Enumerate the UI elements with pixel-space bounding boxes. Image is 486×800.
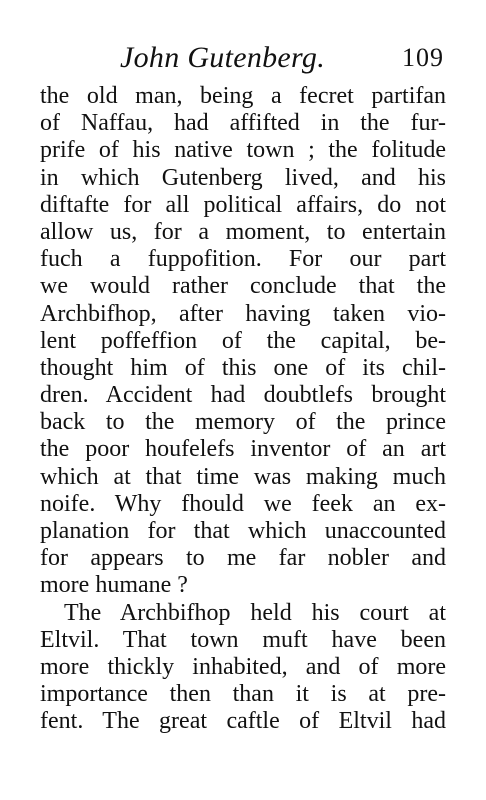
text-line: more thickly inhabited, and of more — [40, 653, 446, 680]
text-line: the old man, being a fecret partifan — [40, 83, 446, 109]
page-header — [40, 38, 450, 78]
text-line: more humane ? — [40, 572, 188, 599]
page-number: 109 — [402, 43, 444, 72]
text-line: The Archbifhop held his court at — [64, 599, 446, 626]
text-line: importance then than it is at pre- — [40, 681, 446, 708]
text-line: for appears to me far nobler and — [40, 545, 446, 572]
text-line: fent. The great caftle of Eltvil had — [40, 708, 446, 735]
body-text — [40, 83, 446, 736]
text-line: the poor houfelefs inventor of an art — [40, 436, 446, 463]
text-line: thought him of this one of its chil- — [40, 354, 446, 381]
text-line: Archbifhop, after having taken vio- — [40, 300, 446, 327]
text-line: back to the memory of the prince — [40, 409, 446, 436]
text-line: planation for that which unaccounted — [40, 518, 446, 544]
text-line: dren. Accident had doubtlefs brought — [40, 382, 446, 409]
text-line: allow us, for a moment, to entertain — [40, 218, 446, 245]
text-line: lent poffeffion of the capital, be- — [40, 327, 446, 354]
text-line: Eltvil. That town muft have been — [40, 626, 446, 653]
text-line: which at that time was making much — [40, 463, 446, 490]
text-line: we would rather conclude that the — [40, 273, 446, 300]
text-line: noife. Why fhould we feek an ex- — [40, 490, 446, 517]
text-line: of Naffau, had affifted in the fur- — [40, 110, 446, 137]
text-line: prife of his native town ; the folitude — [40, 137, 446, 164]
running-title: John Gutenberg. — [120, 41, 326, 74]
text-line: fuch a fuppofition. For our part — [40, 246, 446, 273]
text-line: in which Gutenberg lived, and his — [40, 164, 446, 191]
text-line: diftafte for all political affairs, do not — [40, 191, 446, 218]
